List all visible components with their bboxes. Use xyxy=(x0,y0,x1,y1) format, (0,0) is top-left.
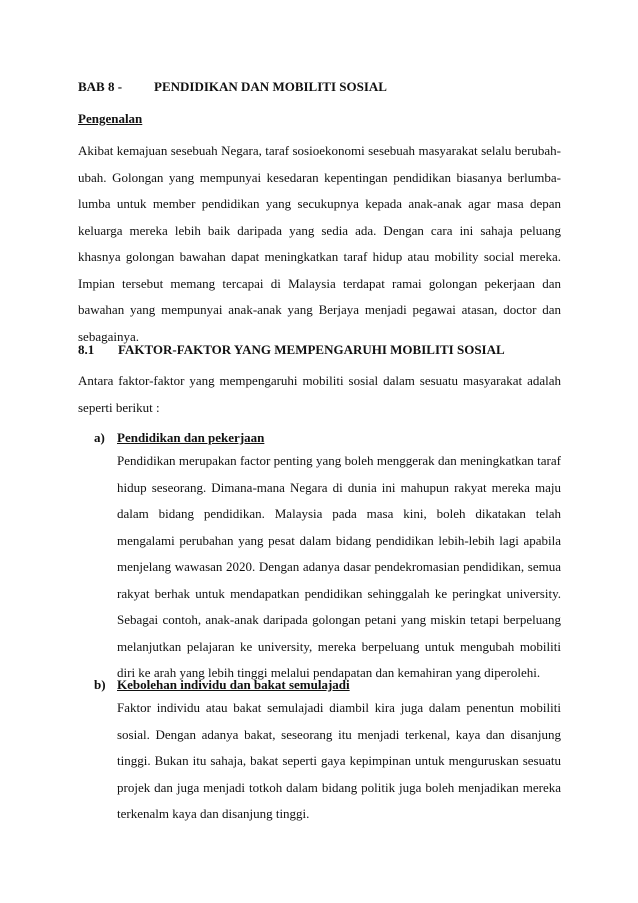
list-item-title: Pendidikan dan pekerjaan xyxy=(117,430,265,445)
section-heading xyxy=(78,342,505,358)
chapter-title: PENDIDIKAN DAN MOBILITI SOSIAL xyxy=(154,79,387,94)
section-title: FAKTOR-FAKTOR YANG MEMPENGARUHI MOBILITI SOSIAL xyxy=(118,342,505,357)
chapter-number: BAB 8 - xyxy=(78,79,123,94)
intro-paragraph: Akibat kemajuan sesebuah Negara, taraf sosioekonomi sesebuah masyarakat selalu berubah-ubah. Golongan yang mempunyai kesedaran kepentingan pendidikan biasanya berlumba-lumba untuk member pendidikan yang secukupnya kepada anak-anak agar masa depan keluarga mereka lebih baik daripada yang sedia ada. Dengan cara ini sahaja peluang khasnya golongan bawahan dapat meningkatkan taraf hidup atau mobility social mereka. Impian tersebut memang tercapai di Malaysia terdapat ramai golongan pekerjaan dan bawahan yang mempunyai anak-anak yang Berjaya menjadi pegawai atasan, doctor dan sebagainya. xyxy=(78,143,561,344)
chapter-heading xyxy=(78,79,387,95)
list-item-title: Kebolehan individu dan bakat semulajadi xyxy=(117,677,350,692)
intro-heading: Pengenalan xyxy=(78,111,143,126)
section-number: 8.1 xyxy=(78,342,95,357)
list-item-text: Pendidikan merupakan factor penting yang boleh menggerak dan meningkatkan taraf hidup seseorang. Dimana-mana Negara di dunia ini mahupun rakyat mereka maju dalam bidang pendidikan. Malaysia pada masa kini, boleh dikatakan telah mengalami perubahan yang pesat dalam bidang pendidikan lebih-lebih lagi apabila menjelang wawasan 2020. Dengan adanya dasar pendekromasian pendidikan, semua rakyat berhak untuk mendapatkan pendidikan sehinggalah ke peringkat university. Sebagai contoh, anak-anak daripada golongan petani yang miskin tetapi berpeluang melanjutkan pelajaran ke university, mereka berpeluang untuk mengubah mobiliti diri ke arah yang lebih tinggi melalui pendapatan dan kemahiran yang diperolehi. xyxy=(117,453,561,680)
section-lead-paragraph: Antara faktor-faktor yang mempengaruhi mobiliti sosial dalam sesuatu masyarakat adalah seperti berikut : xyxy=(78,373,561,415)
list-item-text: Faktor individu atau bakat semulajadi diambil kira juga dalam penentun mobiliti sosial. Dengan adanya bakat, seseorang itu menjadi terkenal, kaya dan disanjung tinggi. Bukan itu sahaja, bakat seperti gaya kepimpinan untuk menguruskan sesuatu projek dan juga menjadi totkoh dalam bidang politik juga boleh menjadikan mereka terkenalm kaya dan disanjung tinggi. xyxy=(117,700,561,821)
list-marker: b) xyxy=(94,677,106,692)
list-marker: a) xyxy=(94,430,105,445)
